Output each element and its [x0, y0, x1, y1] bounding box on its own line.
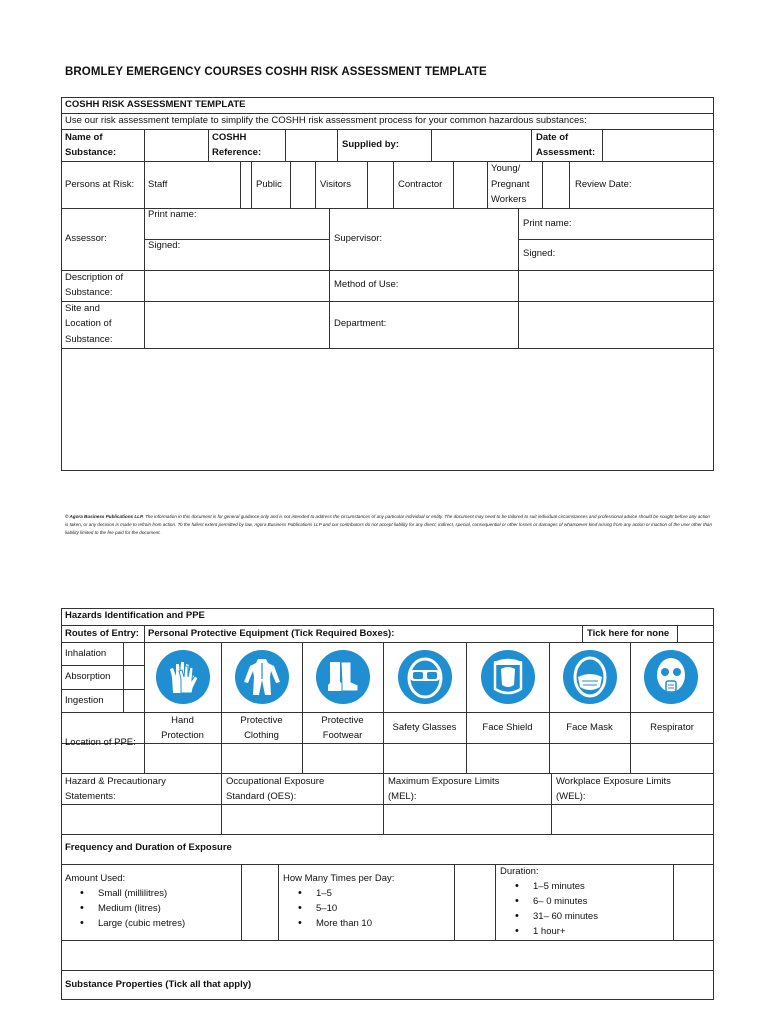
department-label: Department:	[334, 318, 387, 329]
route-inhalation: Inhalation	[65, 648, 107, 659]
site-location-label: Site and	[65, 303, 100, 314]
frequency-header: Frequency and Duration of Exposure	[65, 842, 232, 853]
ingestion-checkbox[interactable]	[124, 690, 143, 711]
times-option-5-10: • 5–10	[280, 901, 372, 916]
young-pregnant-label-3: Workers	[491, 194, 527, 205]
ppe-label-footwear: Protective	[321, 715, 364, 726]
route-ingestion: Ingestion	[65, 695, 104, 706]
description-field[interactable]	[145, 271, 328, 300]
assessor-print-name[interactable]: Print name:	[148, 209, 197, 220]
mel-label-2: (MEL):	[388, 791, 417, 802]
date-of-assessment-label: Date of	[536, 132, 569, 143]
ppe-label-glasses: Safety Glasses	[392, 722, 457, 733]
route-absorption: Absorption	[65, 671, 111, 682]
coverall-icon	[234, 649, 290, 705]
safety-glasses-icon	[397, 649, 453, 705]
date-of-assessment-label-2: Assessment:	[536, 147, 596, 158]
mel-label: Maximum Exposure Limits	[388, 776, 500, 787]
face-shield-icon	[480, 649, 536, 705]
ppe-label-footwear-2: Footwear	[322, 730, 363, 741]
coshh-reference-field[interactable]	[286, 130, 336, 160]
amount-option-large: • Large (cubic metres)	[62, 916, 185, 931]
location-of-ppe-label: Location of PPE:	[65, 737, 136, 748]
hazard-statements-label-2: Statements:	[65, 791, 116, 802]
public-checkbox[interactable]	[291, 162, 314, 207]
amount-checkbox[interactable]	[242, 865, 277, 939]
ppe-label-hand: Hand	[171, 715, 194, 726]
staff-label: Staff	[148, 179, 168, 190]
name-of-substance-label: Name of	[65, 132, 103, 143]
assessor-signed[interactable]: Signed:	[148, 240, 181, 251]
tick-none-label: Tick here for none	[587, 628, 670, 639]
persons-at-risk-label: Persons at Risk:	[65, 179, 135, 190]
name-of-substance-label-2: Substance:	[65, 147, 117, 158]
visitors-checkbox[interactable]	[368, 162, 392, 207]
disclaimer-text: The information in this document is for general guidance only and is not intended to address the circumstances of any particular individual or entity. The document may need to be tailored to suit individual circumstances and professional advice should be sought before any action is taken, or any decision is made to refrain from action. To the fullest extent permitted by law, Agora Business Publications LLP and our contributors do not accept liability for any direct, indirect, special, consequential or other losses or damages of whatsoever kind arising from any action or inaction of the user other than liability limited to the fee paid for the document.	[65, 514, 713, 535]
inhalation-checkbox[interactable]	[124, 643, 143, 664]
times-options-list	[280, 886, 372, 931]
description-label-2: Substance:	[65, 287, 113, 298]
substance-properties-label: Substance Properties (Tick all that apply)	[65, 979, 252, 990]
oes-label-2: Standard (OES):	[226, 791, 297, 802]
young-pregnant-checkbox[interactable]	[543, 162, 568, 207]
ppe-header: Personal Protective Equipment (Tick Required Boxes):	[148, 628, 395, 639]
ppe-label-clothing-2: Clothing	[244, 730, 279, 741]
staff-checkbox[interactable]	[241, 162, 250, 207]
site-location-field[interactable]	[145, 302, 328, 347]
exposure-values-row[interactable]	[62, 805, 713, 833]
hazard-statements-label: Hazard & Precautionary	[65, 776, 166, 787]
coshh-reference-label-2: Reference:	[212, 147, 262, 158]
ppe-label-shield: Face Shield	[482, 722, 533, 733]
frequency-notes-row[interactable]	[62, 941, 713, 969]
tick-none-checkbox[interactable]	[678, 626, 713, 641]
times-option-more-10: • More than 10	[280, 916, 372, 931]
assessor-label: Assessor:	[65, 233, 107, 244]
ppe-checkbox-row[interactable]	[145, 744, 713, 772]
public-label: Public	[256, 179, 282, 190]
ppe-label-hand-2: Protection	[161, 730, 204, 741]
disclaimer	[65, 513, 713, 537]
supplied-by-label: Supplied by:	[342, 139, 399, 150]
review-date-label: Review Date:	[575, 179, 632, 190]
duration-option-2: • 6– 0 minutes	[497, 894, 598, 909]
face-mask-icon	[562, 649, 618, 705]
routes-of-entry-label: Routes of Entry:	[65, 628, 139, 639]
duration-options-list	[497, 879, 598, 939]
times-option-1-5: • 1–5	[280, 886, 372, 901]
site-location-label-2: Location of	[65, 318, 112, 329]
boots-icon	[315, 649, 371, 705]
department-field[interactable]	[519, 302, 713, 347]
section-header: COSHH RISK ASSESSMENT TEMPLATE	[65, 99, 246, 110]
times-per-day-label: How Many Times per Day:	[283, 873, 395, 884]
method-of-use-label: Method of Use:	[334, 279, 399, 290]
wel-label: Workplace Exposure Limits	[556, 776, 671, 787]
duration-checkbox[interactable]	[674, 865, 713, 939]
date-of-assessment-field[interactable]	[603, 130, 713, 160]
supervisor-label: Supervisor:	[334, 233, 383, 244]
document-title: BROMLEY EMERGENCY COURSES COSHH RISK ASSESSMENT TEMPLATE	[65, 66, 487, 78]
duration-option-1: • 1–5 minutes	[497, 879, 598, 894]
supervisor-signed[interactable]: Signed:	[523, 248, 556, 259]
absorption-checkbox[interactable]	[124, 666, 143, 688]
oes-label: Occupational Exposure	[226, 776, 325, 787]
ppe-label-clothing: Protective	[240, 715, 283, 726]
times-checkbox[interactable]	[455, 865, 494, 939]
duration-option-4: • 1 hour+	[497, 924, 598, 939]
description-label: Description of	[65, 272, 124, 283]
supervisor-print-name[interactable]: Print name:	[523, 218, 572, 229]
ppe-label-mask: Face Mask	[566, 722, 613, 733]
amount-used-label: Amount Used:	[65, 873, 126, 884]
duration-option-3: • 31– 60 minutes	[497, 909, 598, 924]
duration-label: Duration:	[500, 866, 539, 877]
name-of-substance-field[interactable]	[145, 130, 207, 160]
intro-text: Use our risk assessment template to simplify the COSHH risk assessment process for your common hazardous substances:	[65, 115, 587, 126]
amount-option-small: • Small (millilitres)	[62, 886, 185, 901]
supplied-by-field[interactable]	[432, 130, 530, 160]
disclaimer-brand: © Agora Business Publications LLP.	[65, 514, 144, 519]
amount-options-list	[62, 886, 185, 931]
contractor-label: Contractor	[398, 179, 443, 190]
notes-area[interactable]	[62, 349, 713, 470]
amount-option-medium: • Medium (litres)	[62, 901, 185, 916]
gloves-icon	[155, 649, 211, 705]
site-location-label-3: Substance:	[65, 334, 113, 345]
contractor-checkbox[interactable]	[454, 162, 486, 207]
ppe-label-respirator: Respirator	[650, 722, 694, 733]
respirator-icon	[643, 649, 699, 705]
method-of-use-field[interactable]	[519, 271, 713, 300]
wel-label-2: (WEL):	[556, 791, 586, 802]
hazards-header: Hazards Identification and PPE	[65, 610, 205, 621]
coshh-reference-label: COSHH	[212, 132, 247, 143]
young-pregnant-label: Young/	[491, 163, 521, 174]
young-pregnant-label-2: Pregnant	[491, 179, 530, 190]
visitors-label: Visitors	[320, 179, 351, 190]
